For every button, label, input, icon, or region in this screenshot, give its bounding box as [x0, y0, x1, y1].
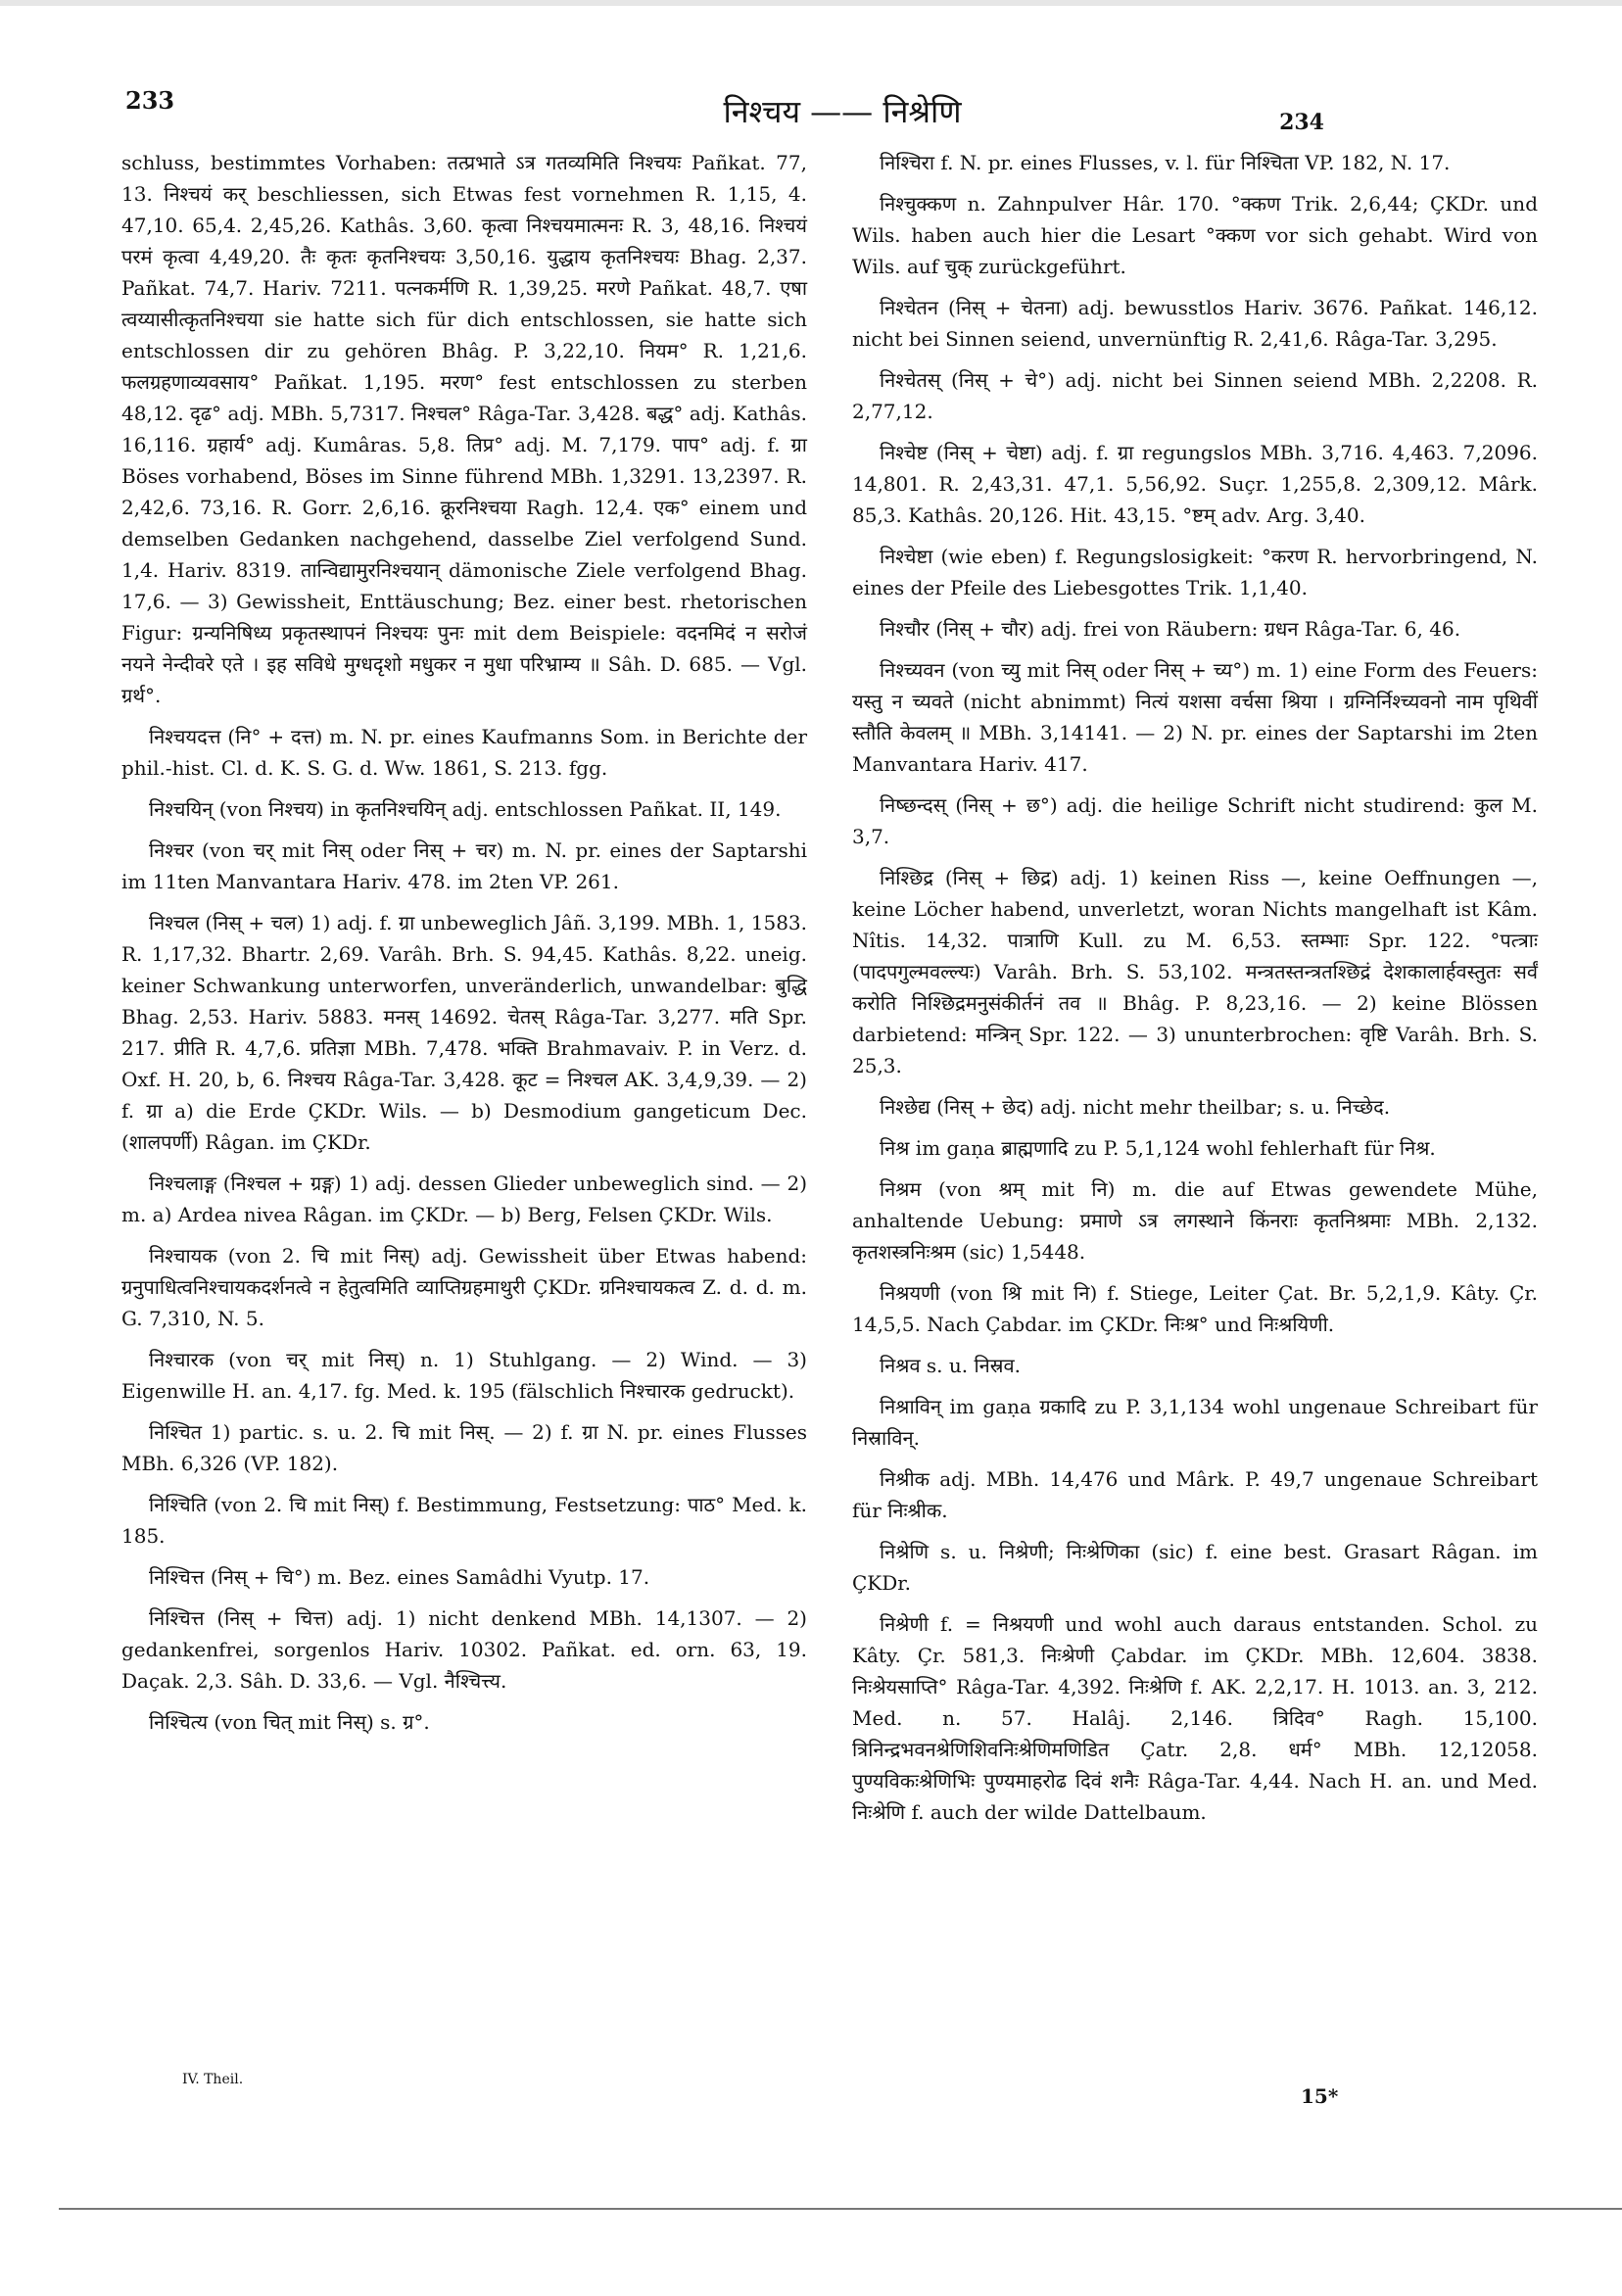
right-entry: निश्च्यवन (von च्यु mit निस् oder निस् + च्य°) m. 1) eine Form des Feuers: यस्तु न च्यवते (nicht abnimmt) नित्यं यशसा वर्चसा श्रिया । ग्रग्निर्निश्च्यवनो नाम पृथिवीं स्तौति केवलम् ॥ MBh. 3,14141. — 2) N. pr. eines der Saptarshi im 2ten Manvantara Hariv. 417.	[852, 658, 1538, 776]
right-entry: निश्चेष्ट (निस् + चेष्टा) adj. f. ग्रा regungslos MBh. 3,716. 4,463. 7,2096. 14,801. R. 2,43,31. 47,1. 5,56,92. Suçr. 1,255,8. 2,309,12. Mârk. 85,3. Kathâs. 20,126. Hit. 43,15. °ष्टम् adv. Arg. 3,40.	[852, 441, 1538, 527]
right-entry: निश्छिद्र (निस् + छिद्र) adj. 1) keinen Riss —, keine Oeffnungen —, keine Löcher habend, unverletzt, woran Nichts mangelhaft ist Kâm. Nîtis. 14,32. पात्राणि Kull. zu M. 6,53. स्तम्भाः Spr. 122. °पत्त्राः (पादपगुल्मवल्ल्यः) Varâh. Brh. S. 53,102. मन्त्रतस्तन्त्रतश्छिद्रं देशकालार्हवस्तुतः सर्वं करोति निश्छिद्रमनुसंकीर्तनं तव ॥ Bhâg. P. 8,23,16. — 2) keine Blössen darbietend: मन्त्रिन् Spr. 122. — 3) ununterbrochen: वृष्टि Varâh. Brh. S. 25,3.	[852, 866, 1538, 1077]
right-entry: निश्र im gaṇa ब्राह्मणादि zu P. 5,1,124 wohl fehlerhaft für निश्र.	[880, 1136, 1436, 1160]
left-entry: निश्चित 1) partic. s. u. 2. चि mit निस्. — 2) f. ग्रा N. pr. eines Flusses MBh. 6,326 (VP. 182).	[121, 1420, 807, 1475]
right-entry: निश्चेतन (निस् + चेतना) adj. bewusstlos Hariv. 3676. Pañkat. 146,12. nicht bei Sinnen seiend, unvernünftig R. 2,41,6. Râga-Tar. 3,295.	[852, 296, 1538, 351]
volume-note: IV. Theil.	[182, 2072, 244, 2087]
right-entry: निश्राविन् im gaṇa ग्रकादि zu P. 3,1,134 wohl ungenaue Schreibart für निस्राविन्.	[852, 1395, 1538, 1450]
right-entry: निश्चेष्टा (wie eben) f. Regungslosigkeit: °करण R. hervorbringend, N. eines der Pfeile des Liebesgottes Trik. 1,1,40.	[852, 545, 1538, 599]
right-entry: निश्चेतस् (निस् + चे°) adj. nicht bei Sinnen seiend MBh. 2,2208. R. 2,77,12.	[852, 368, 1538, 423]
right-column	[852, 147, 1538, 1838]
left-entry: निश्चलाङ्ग (निश्चल + ग्रङ्ग) 1) adj. dessen Glieder unbeweglich sind. — 2) m. a) Ardea nivea Râgan. im ÇKDr. — b) Berg, Felsen ÇKDr. Wils.	[121, 1172, 807, 1226]
left-entry: निश्चर (von चर् mit निस् oder निस् + चर) m. N. pr. eines der Saptarshi im 11ten Manvantara Hariv. 478. im 2ten VP. 261.	[121, 838, 807, 893]
right-entry: निश्रयणी (von श्रि mit नि) f. Stiege, Leiter Çat. Br. 5,2,1,9. Kâty. Çr. 14,5,5. Nach Çabdar. im ÇKDr. निःश्र° und निःश्रयिणी.	[852, 1281, 1538, 1336]
left-entry: schluss, bestimmtes Vorhaben: तत्प्रभाते ऽत्र गतव्यमिति निश्चयः Pañkat. 77, 13. निश्चयं कर् beschliessen, sich Etwas fest vornehmen R. 1,15, 4. 47,10. 65,4. 2,45,26. Kathâs. 3,60. कृत्वा निश्चयमात्मनः R. 3, 48,16. निश्चयं परमं कृत्वा 4,49,20. तैः कृतः कृतनिश्चयः 3,50,16. युद्धाय कृतनिश्चयः Bhag. 2,37. Pañkat. 74,7. Hariv. 7211. पत्नकर्मणि R. 1,39,25. मरणे Pañkat. 48,7. एषा त्वय्यासीत्कृतनिश्चया sie hatte sich für dich entschlossen, sie hatte sich entschlossen dir zu gehören Bhâg. P. 3,22,10. नियम° R. 1,21,6. फलग्रहणाव्यवसाय° Pañkat. 1,195. मरण° fest entschlossen zu sterben 48,12. दृढ° adj. MBh. 5,7317. निश्चल° Râga-Tar. 3,428. बद्ध° adj. Kathâs. 16,116. ग्रहार्य° adj. Kumâras. 5,8. तिप्र° adj. M. 7,179. पाप° adj. f. ग्रा Böses vorhabend, Böses im Sinne führend MBh. 1,3291. 13,2397. R. 2,42,6. 73,16. R. Gorr. 2,6,16. क्रूरनिश्चया Ragh. 12,4. एक° einem und demselben Gedanken nachgehend, dasselbe Ziel verfolgend Sund. 1,4. Hariv. 8319. तान्विद्यामुरनिश्चयान् dämonische Ziele verfolgend Bhag. 17,6. — 3) Gewissheit, Enttäuschung; Bez. einer best. rhetorischen Figur: ग्रन्यनिषिध्य प्रकृतस्थापनं निश्चयः पुनः mit dem Beispiele: वदनमिदं न सरोजं नयने नेन्दीवरे एते । इह सविधे मुग्धदृशो मधुकर न मुधा परिभ्राम्य ॥ Sâh. D. 685. — Vgl. ग्रर्थ°.	[121, 151, 807, 707]
running-title: निश्चय —— निश्रेणि	[723, 93, 962, 130]
right-entry: निश्चिरा f. N. pr. eines Flusses, v. l. für निश्चिता VP. 182, N. 17.	[880, 151, 1451, 174]
page-number-left: 233	[125, 86, 175, 115]
left-entry: निश्चल (निस् + चल) 1) adj. f. ग्रा unbeweglich Jâñ. 3,199. MBh. 1, 1583. R. 1,17,32. Bhartr. 2,69. Varâh. Brh. S. 94,45. Kathâs. 8,22. uneig. keiner Schwankung unterworfen, unveränderlich, unwandelbar: बुद्धि Bhag. 2,53. Hariv. 5883. मनस् 14692. चेतस् Râga-Tar. 3,277. मति Spr. 217. प्रीति R. 4,7,6. प्रतिज्ञा MBh. 7,478. भक्ति Brahmavaiv. P. in Verz. d. Oxf. H. 20, b, 6. निश्चय Râga-Tar. 3,428. कूट = निश्चल AK. 3,4,9,39. — 2) f. ग्रा a) die Erde ÇKDr. Wils. — b) Desmodium gangeticum Dec. (शालपर्णी) Râgan. im ÇKDr.	[121, 911, 808, 1154]
right-entry: निश्रेणि s. u. निश्रेणी; निःश्रेणिका (sic) f. eine best. Grasart Râgan. im ÇKDr.	[852, 1540, 1538, 1595]
left-entry: निश्चयिन् (von निश्चय) in कृतनिश्चयिन् adj. entschlossen Pañkat. II, 149.	[149, 797, 782, 821]
left-entry: निश्चारक (von चर् mit निस्) n. 1) Stuhlgang. — 2) Wind. — 3) Eigenwille H. an. 4,17. fg. Med. k. 195 (fälschlich निश्चारक gedruckt).	[121, 1348, 807, 1403]
scan-top-edge	[0, 0, 1622, 6]
page-number-right: 234	[1279, 110, 1324, 135]
bottom-rule	[59, 2208, 1622, 2210]
left-entry: निश्चायक (von 2. चि mit निस्) adj. Gewissheit über Etwas habend: ग्रनुपाधित्वनिश्चायकदर्शनत्वे न हेतुत्वमिति व्याप्तिग्रहमाथुरी ÇKDr. ग्रनिश्चायकत्व Z. d. d. m. G. 7,310, N. 5.	[121, 1244, 807, 1330]
right-entry: निष्छन्दस् (निस् + छ°) adj. die heilige Schrift nicht studirend: कुल M. 3,7.	[852, 793, 1538, 848]
left-entry: निश्चयदत्त (नि° + दत्त) m. N. pr. eines Kaufmanns Som. in Berichte der phil.-hist. Cl. d. K. S. G. d. Ww. 1861, S. 213. fgg.	[121, 725, 807, 780]
left-entry: निश्चिति (von 2. चि mit निस्) f. Bestimmung, Festsetzung: पाठ° Med. k. 185.	[121, 1493, 807, 1548]
left-entry: निश्चित्त (निस् + चि°) m. Bez. eines Samâdhi Vyutp. 17.	[149, 1565, 650, 1589]
right-entry: निश्छेद्य (निस् + छेद) adj. nicht mehr theilbar; s. u. निच्छेद.	[880, 1095, 1391, 1119]
left-entry: निश्चित्य (von चित् mit निस्) s. ग्र°.	[149, 1710, 430, 1734]
right-entry: निश्रेणी f. = निश्रयणी und wohl auch daraus entstanden. Schol. zu Kâty. Çr. 581,3. निःश्रेणी Çabdar. im ÇKDr. MBh. 12,604. 3838. निःश्रेयसाप्ति° Râga-Tar. 4,392. निःश्रेणि f. AK. 2,2,17. H. 1013. an. 3, 212. Med. n. 57. Halâj. 2,146. त्रिदिव° Ragh. 15,100. त्रिनिन्द्रभवनश्रेणिशिवनिःश्रेणिमणिडित Çatr. 2,8. धर्म° MBh. 12,12058. पुण्यविकःश्रेणिभिः पुण्यमाहरोढ दिवं शनैः Râga-Tar. 4,44. Nach H. an. und Med. निःश्रेणि f. auch der wilde Dattelbaum.	[852, 1612, 1538, 1824]
right-entry: निश्रीक adj. MBh. 14,476 und Mârk. P. 49,7 ungenaue Schreibart für निःश्रीक.	[852, 1467, 1538, 1522]
left-entry: निश्चित्त (निस् + चित्त) adj. 1) nicht denkend MBh. 14,1307. — 2) gedankenfrei, sorgenlos Hariv. 10302. Pañkat. ed. orn. 63, 19. Daçak. 2,3. Sâh. D. 33,6. — Vgl. नैश्चित्त्य.	[121, 1606, 807, 1693]
right-entry: निश्चौर (निस् + चौर) adj. frei von Räubern: ग्रधन Râga-Tar. 6, 46.	[880, 617, 1461, 641]
left-column	[121, 147, 807, 1747]
right-entry: निश्रम (von श्रम् mit नि) m. die auf Etwas gewendete Mühe, anhaltende Uebung: प्रमाणे ऽत्र लगस्थाने किंनराः कृतनिश्रमाः MBh. 2,132. कृतशस्त्रनिःश्रम (sic) 1,5448.	[852, 1177, 1538, 1264]
right-entry: निश्रव s. u. निस्रव.	[880, 1354, 1021, 1377]
right-entry: निश्चुक्कण n. Zahnpulver Hâr. 170. °क्कण Trik. 2,6,44; ÇKDr. und Wils. haben auch hier die Lesart °क्कण vor sich gehabt. Wird von Wils. auf चुक् zurückgeführt.	[852, 192, 1538, 278]
signature-mark: 15*	[1301, 2084, 1339, 2108]
